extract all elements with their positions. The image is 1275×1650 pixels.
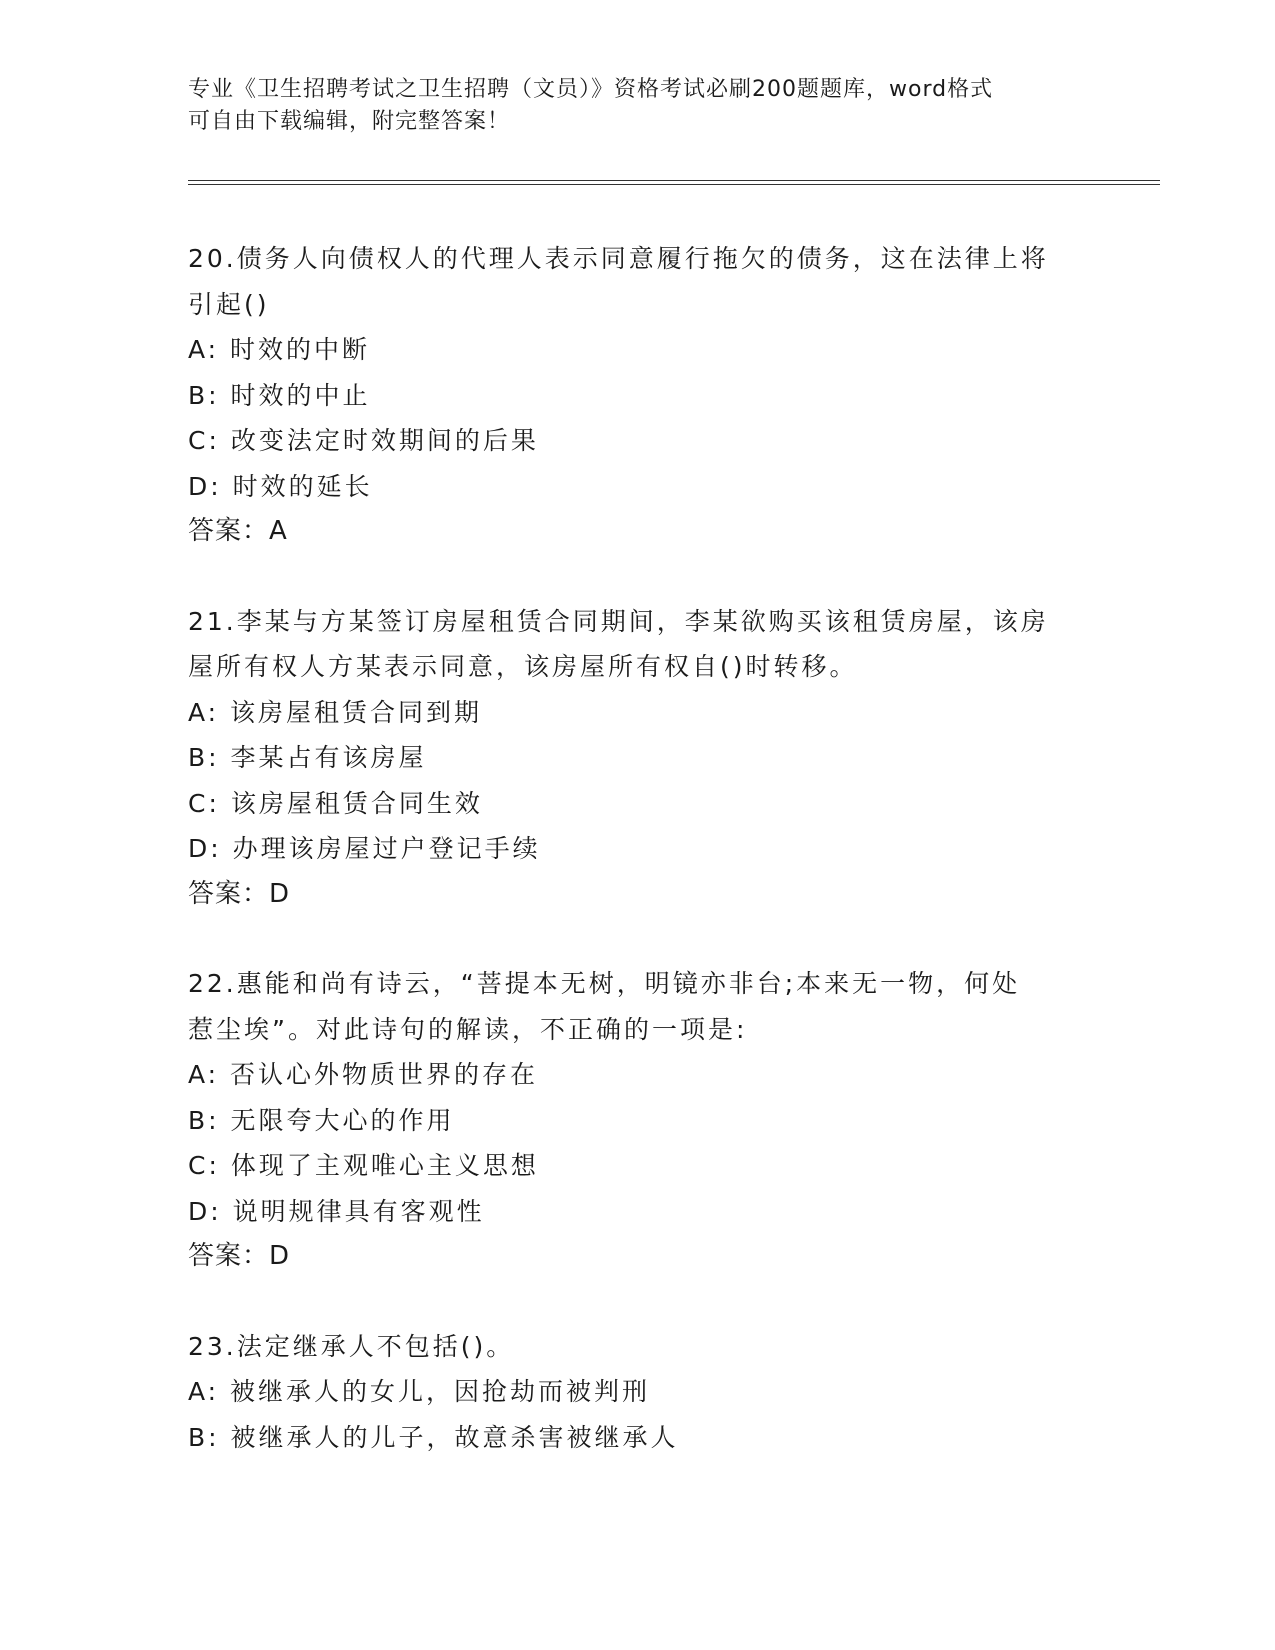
question-20 xyxy=(188,236,1088,555)
question-text-continued: 屋所有权人方某表示同意，该房屋所有权自()时转移。 xyxy=(188,652,858,681)
question-list xyxy=(188,236,1088,1504)
question-23 xyxy=(188,1324,1088,1461)
document-header xyxy=(188,74,1088,138)
question-text: 23.法定继承人不包括()。 xyxy=(188,1331,515,1361)
option-d: D: 办理该房屋过户登记手续 xyxy=(188,834,541,863)
option-c: C: 改变法定时效期间的后果 xyxy=(188,426,539,455)
header-divider xyxy=(188,180,1160,185)
question-text-continued: 引起() xyxy=(188,289,270,319)
question-text: 21.李某与方某签订房屋租赁合同期间，李某欲购买该租赁房屋，该房 xyxy=(188,606,1049,636)
option-b: B: 时效的中止 xyxy=(188,380,371,410)
option-a: A: 否认心外物质世界的存在 xyxy=(188,1060,539,1089)
header-line-1: 专业《卫生招聘考试之卫生招聘（文员）》资格考试必刷200题题库，word格式 xyxy=(188,77,994,102)
option-a: A: 该房屋租赁合同到期 xyxy=(188,697,483,727)
question-21 xyxy=(188,599,1088,918)
option-d: D: 时效的延长 xyxy=(188,471,373,501)
header-line-2: 可自由下载编辑，附完整答案！ xyxy=(188,109,511,134)
option-a: A: 时效的中断 xyxy=(188,335,371,364)
question-text: 20.债务人向债权人的代理人表示同意履行拖欠的债务，这在法律上将 xyxy=(188,244,1049,273)
option-b: B: 无限夸大心的作用 xyxy=(188,1105,455,1135)
option-c: C: 体现了主观唯心主义思想 xyxy=(188,1151,539,1180)
option-c: C: 该房屋租赁合同生效 xyxy=(188,788,483,818)
question-text: 22.惠能和尚有诗云，“菩提本无树，明镜亦非台;本来无一物，何处 xyxy=(188,969,1021,998)
question-text-continued: 惹尘埃”。对此诗句的解读，不正确的一项是: xyxy=(188,1014,748,1044)
option-d: D: 说明规律具有客观性 xyxy=(188,1196,485,1226)
question-22 xyxy=(188,961,1088,1280)
answer: 答案：D xyxy=(188,878,291,909)
option-a: A: 被继承人的女儿，因抢劫而被判刑 xyxy=(188,1377,651,1406)
option-b: B: 李某占有该房屋 xyxy=(188,743,427,772)
answer: 答案：D xyxy=(188,1241,291,1271)
option-b: B: 被继承人的儿子，故意杀害被继承人 xyxy=(188,1422,679,1452)
answer: 答案：A xyxy=(188,516,288,546)
